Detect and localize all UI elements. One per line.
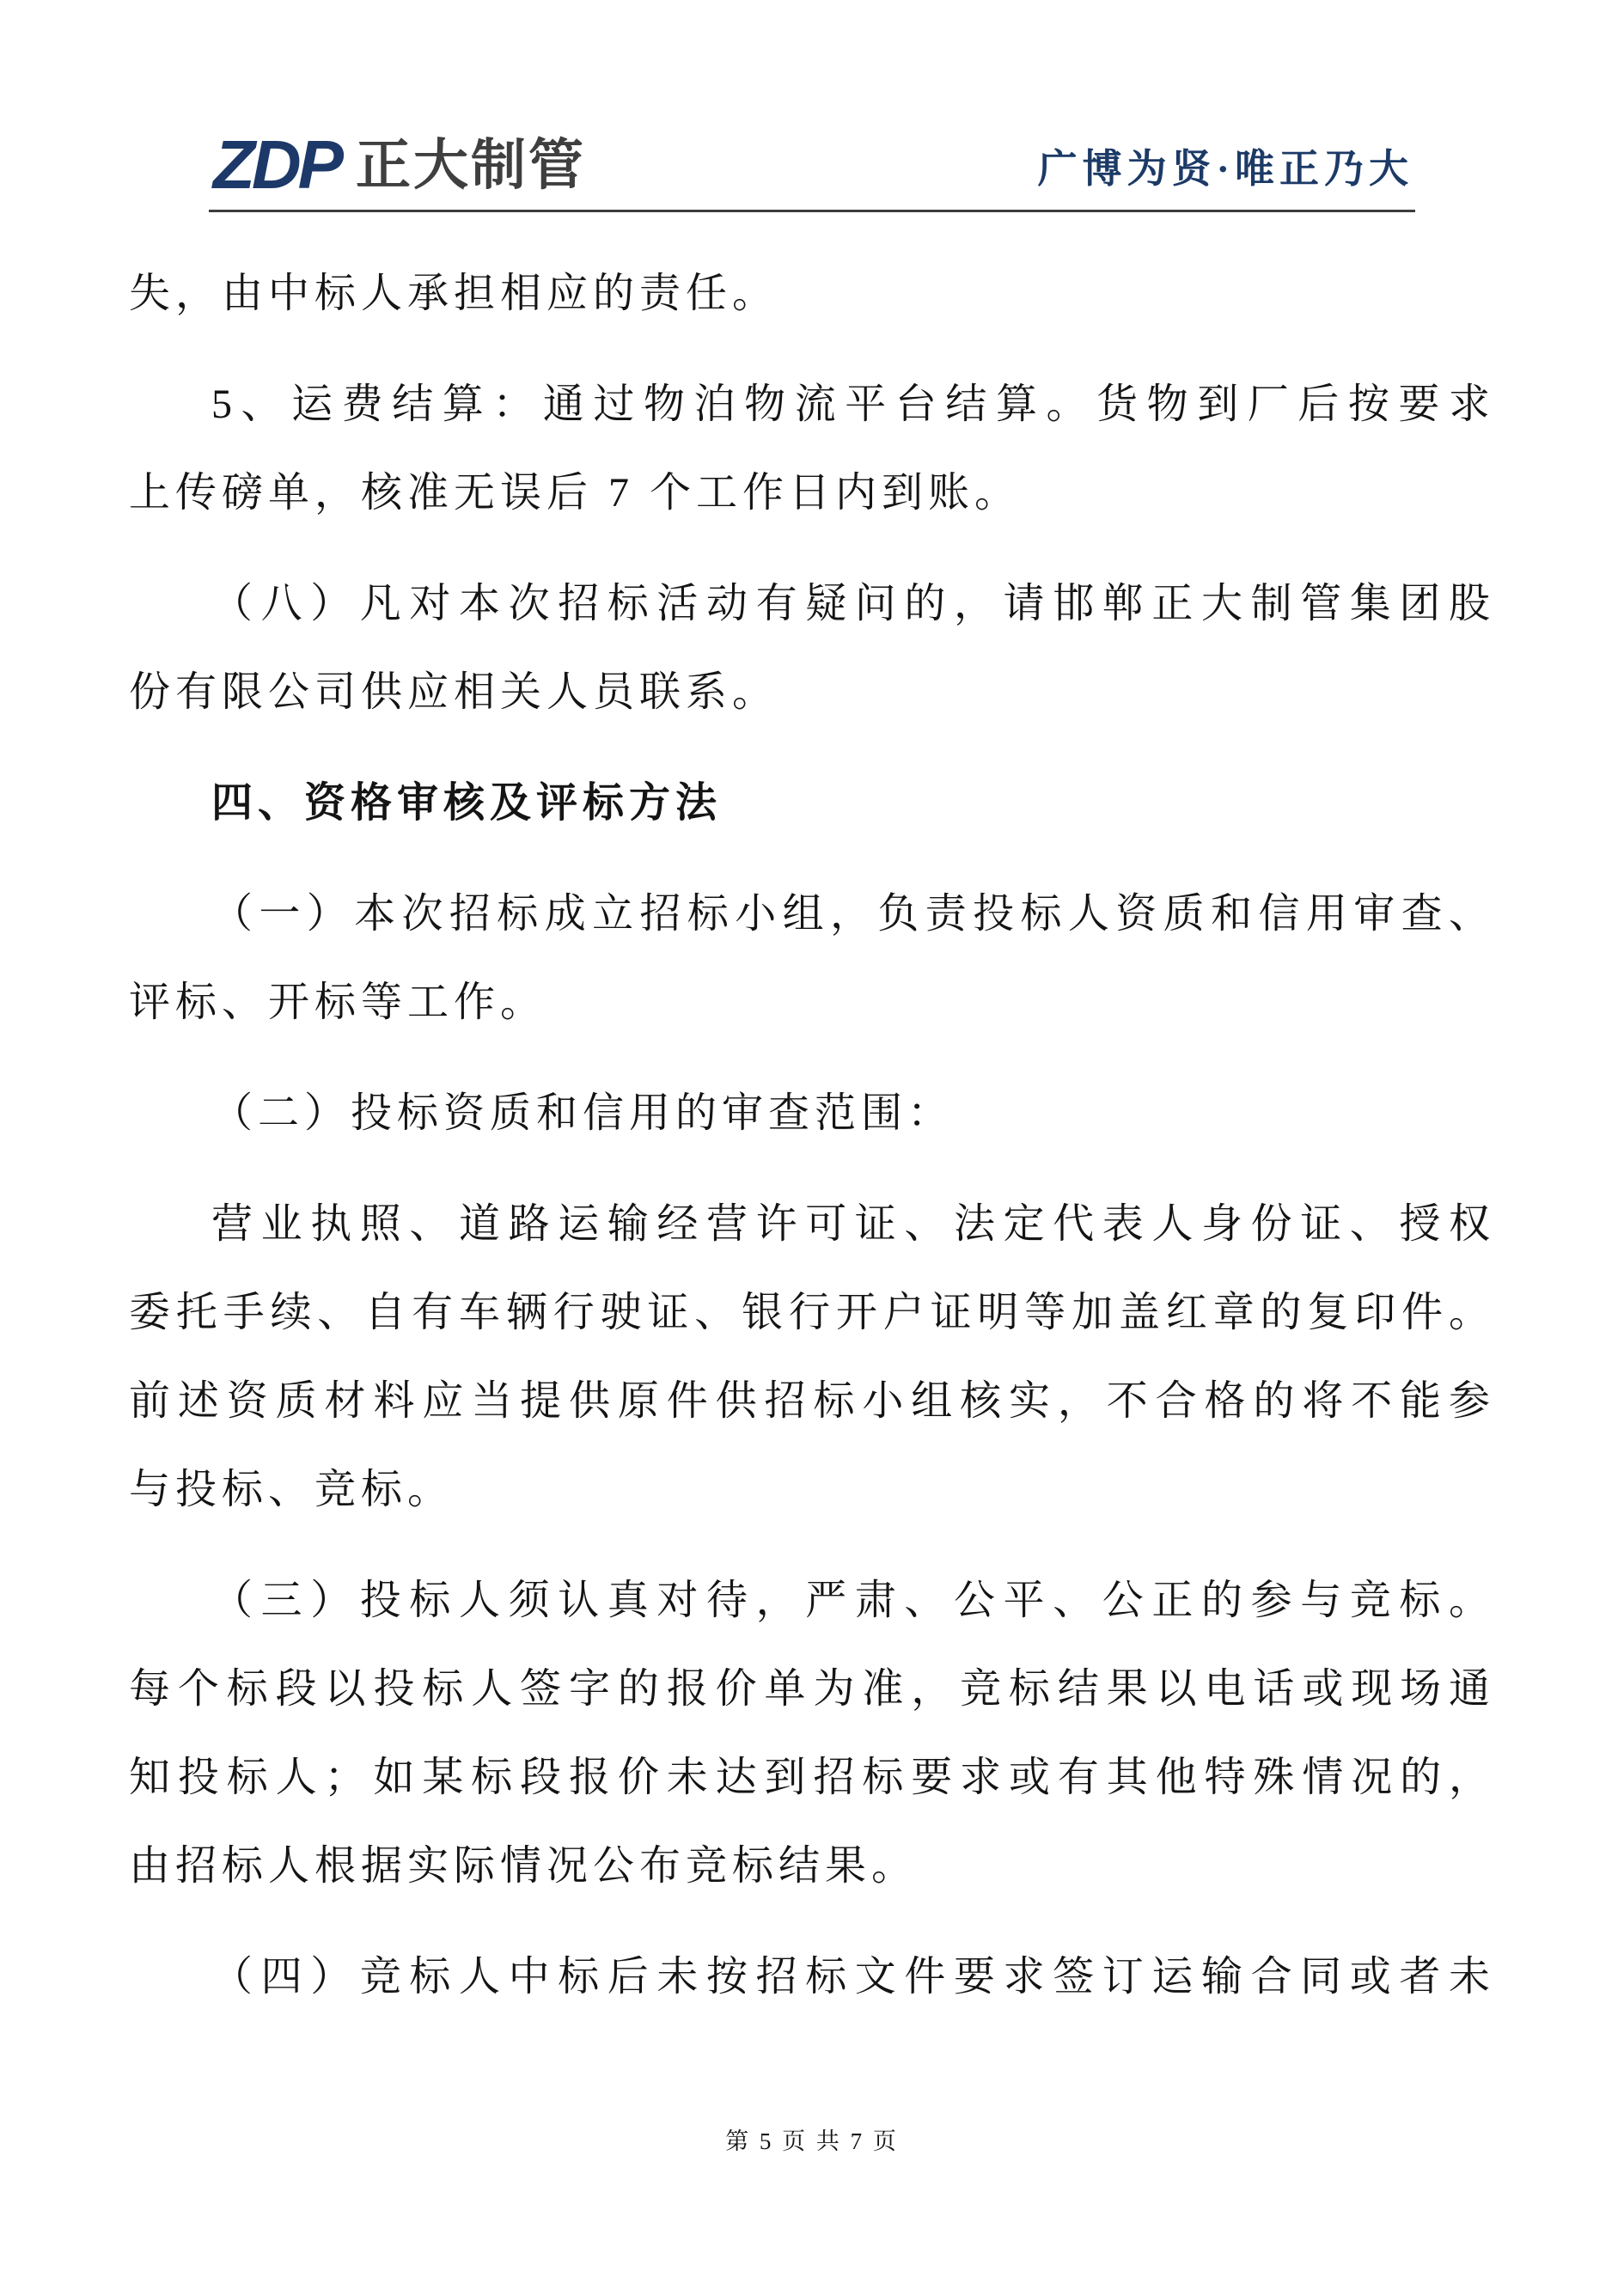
text-line: 知投标人；如某标段报价未达到招标要求或有其他特殊情况的， (129, 1755, 1495, 1800)
paragraph (129, 559, 1495, 736)
text-line: 失，由中标人承担相应的责任。 (129, 271, 779, 316)
text-line: 营业执照、道路运输经营许可证、法定代表人身份证、授权 (211, 1201, 1495, 1247)
text-line: 由招标人根据实际情况公布竞标结果。 (129, 1843, 919, 1889)
paragraph (129, 1933, 1495, 2021)
header-rule (209, 210, 1415, 212)
logo-company-name: 正大制管 (356, 134, 586, 196)
paragraph (129, 360, 1495, 537)
text-line: 前述资质材料应当提供原件供招标小组核实，不合格的将不能参 (129, 1378, 1495, 1424)
text-line: （三）投标人须认真对待，严肃、公平、公正的参与竞标。 (211, 1578, 1495, 1623)
header-slogan: 广博为贤·唯正乃大 (1037, 147, 1413, 191)
paragraph (129, 1180, 1495, 1534)
text-line: （一）本次招标成立招标小组，负责投标人资质和信用审查、 (211, 891, 1495, 937)
text-line: （八）凡对本次招标活动有疑问的，请邯郸正大制管集团股 (211, 581, 1495, 626)
text-line: 四、资格审核及评标方法 (211, 780, 723, 826)
company-logo (213, 126, 586, 203)
document-body (129, 249, 1495, 2043)
paragraph (129, 1069, 1495, 1157)
paragraph (129, 870, 1495, 1047)
text-line: 评标、开标等工作。 (129, 980, 547, 1025)
text-line: 每个标段以投标人签字的报价单为准，竞标结果以电话或现场通 (129, 1666, 1495, 1712)
paragraph (129, 1556, 1495, 1910)
text-line: 委托手续、自有车辆行驶证、银行开户证明等加盖红章的复印件。 (129, 1290, 1495, 1335)
text-line: （二）投标资质和信用的审查范围： (211, 1090, 955, 1136)
page-header (0, 0, 1624, 215)
text-line: 与投标、竞标。 (129, 1467, 455, 1512)
page-footer (0, 2128, 1624, 2155)
page-number: 第 5 页 共 7 页 (725, 2128, 899, 2154)
paragraph (129, 249, 1495, 338)
text-line: 份有限公司供应相关人员联系。 (129, 669, 779, 715)
section-heading (129, 759, 1495, 847)
text-line: 上传磅单，核准无误后 7 个工作日内到账。 (129, 470, 1022, 516)
text-line: （四）竞标人中标后未按招标文件要求签订运输合同或者未 (211, 1954, 1495, 2000)
logo-zdp-text: ZDP (213, 126, 340, 203)
text-line: 5、运费结算：通过物泊物流平台结算。货物到厂后按要求 (211, 382, 1495, 427)
